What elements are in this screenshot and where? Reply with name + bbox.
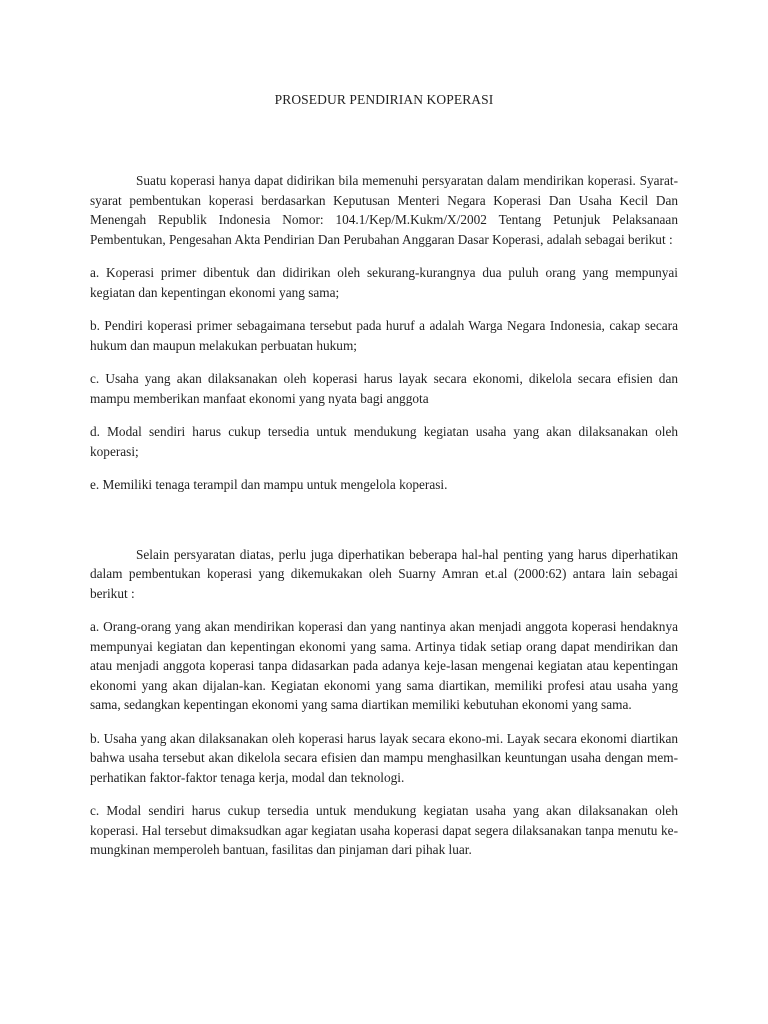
requirement-item-a: a. Koperasi primer dibentuk dan didirikan oleh sekurang-kurangnya dua puluh orang yang mempunyai kegiatan dan kepentingan ekonomi yang sama; (90, 265, 678, 300)
document-title: PROSEDUR PENDIRIAN KOPERASI (274, 92, 494, 107)
consideration-item-b: b. Usaha yang akan dilaksanakan oleh koperasi harus layak secara ekono-mi. Layak secara ekonomi diartikan bahwa usaha tersebut akan dikelola secara efisien dan mampu menghasilkan keuntungan usaha dengan mem-perhatikan faktor-faktor tenaga kerja, modal dan teknologi. (90, 730, 678, 785)
section2-intro-paragraph: Selain persyaratan diatas, perlu juga diperhatikan beberapa hal-hal penting yang harus diperhatikan dalam pembentukan koperasi yang dikemukakan oleh Suarny Amran et.al (2000:62) antara lain sebagai berikut : (90, 546, 678, 601)
section1-intro-paragraph: Suatu koperasi hanya dapat didirikan bila memenuhi persyaratan dalam mendirikan koperasi. Syarat-syarat pembentukan koperasi berdasarkan Keputusan Menteri Negara Koperasi Dan Usaha Kecil Dan Menengah Republik Indonesia Nomor: 104.1/Kep/M.Kukm/X/2002 Tentang Petunjuk Pelaksanaan Pembentukan, Pengesahan Akta Pendirian Dan Perubahan Anggaran Dasar Koperasi, adalah sebagai berikut : (90, 173, 678, 247)
requirement-item-d: d. Modal sendiri harus cukup tersedia untuk mendukung kegiatan usaha yang akan dilaksanakan oleh koperasi; (90, 424, 678, 459)
requirement-item-c: c. Usaha yang akan dilaksanakan oleh koperasi harus layak secara ekonomi, dikelola secara efisien dan mampu memberikan manfaat ekonomi yang nyata bagi anggota (90, 371, 678, 406)
document-body (90, 90, 678, 860)
requirement-item-b: b. Pendiri koperasi primer sebagaimana tersebut pada huruf a adalah Warga Negara Indonesia, cakap secara hukum dan maupun melakukan perbuatan hukum; (90, 318, 678, 353)
consideration-item-a: a. Orang-orang yang akan mendirikan koperasi dan yang nantinya akan menjadi anggota koperasi hendaknya mempunyai kegiatan dan kepentingan ekonomi yang sama. Artinya tidak setiap orang dapat mendirikan dan atau menjadi anggota koperasi tanpa didasarkan pada adanya keje-lasan mengenai kegiatan atau kepentingan ekonomi yang akan dijalan-kan. Kegiatan ekonomi yang sama diartikan, memiliki profesi atau usaha yang sama, sedangkan kepentingan ekonomi yang sama diartikan memiliki kebutuhan ekonomi yang sama. (90, 619, 678, 712)
consideration-item-c: c. Modal sendiri harus cukup tersedia untuk mendukung kegiatan usaha yang akan dilaksanakan oleh koperasi. Hal tersebut dimaksudkan agar kegiatan usaha koperasi dapat segera dilaksanakan tanpa menutu ke-mungkinan memperoleh bantuan, fasilitas dan pinjaman dari pihak luar. (90, 803, 678, 857)
requirement-item-e: e. Memiliki tenaga terampil dan mampu untuk mengelola koperasi. (90, 477, 448, 492)
